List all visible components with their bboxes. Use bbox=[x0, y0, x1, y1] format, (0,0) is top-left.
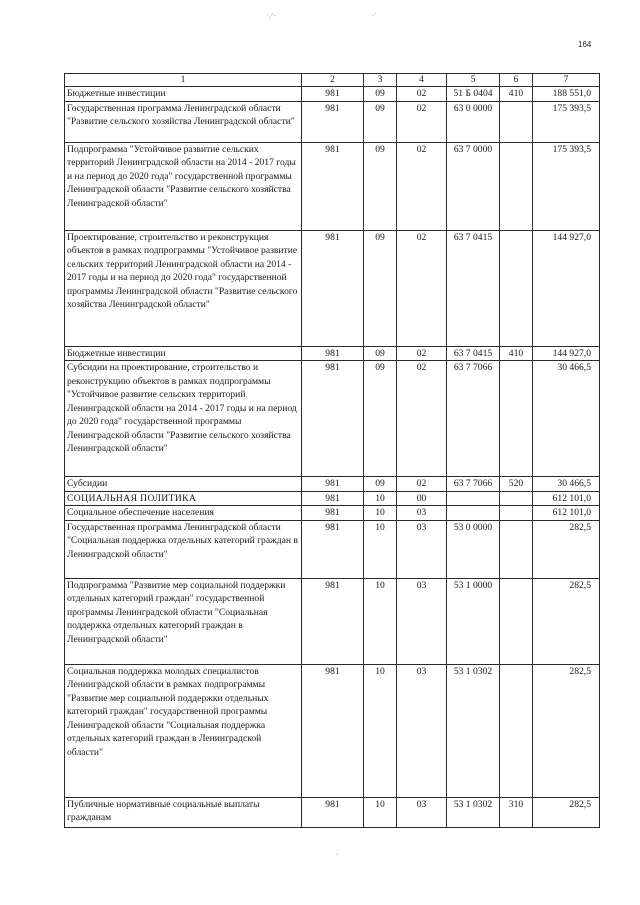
row-name: Публичные нормативные социальные выплаты гражданам bbox=[65, 797, 302, 827]
cell-expense-type: 310 bbox=[500, 797, 533, 827]
cell-amount: 30 466,5 bbox=[533, 477, 600, 492]
cell-section: 10 bbox=[364, 664, 397, 797]
cell-subsection: 02 bbox=[397, 361, 447, 477]
table-row bbox=[65, 87, 600, 102]
cell-subsection: 02 bbox=[397, 477, 447, 492]
row-name: Субсидии bbox=[65, 477, 302, 492]
scan-mark: ·' bbox=[372, 12, 376, 20]
budget-table bbox=[64, 73, 600, 828]
cell-section: 10 bbox=[364, 520, 397, 578]
table-row bbox=[65, 230, 600, 346]
cell-subsection: 03 bbox=[397, 578, 447, 664]
cell-expense-type bbox=[500, 491, 533, 506]
cell-code: 981 bbox=[302, 506, 364, 521]
cell-code: 981 bbox=[302, 87, 364, 102]
cell-target: 63 7 0415 bbox=[447, 346, 500, 361]
row-name: Государственная программа Ленинградской области "Развитие сельского хозяйства Ленинградской области" bbox=[65, 101, 302, 142]
cell-expense-type: 410 bbox=[500, 87, 533, 102]
table-header-row bbox=[65, 74, 600, 87]
cell-code: 981 bbox=[302, 346, 364, 361]
cell-amount: 144 927,0 bbox=[533, 230, 600, 346]
cell-expense-type bbox=[500, 361, 533, 477]
cell-target: 63 7 0000 bbox=[447, 142, 500, 230]
row-name: Государственная программа Ленинградской области "Социальная поддержка отдельных категорий граждан в Ленинградской области" bbox=[65, 520, 302, 578]
cell-target bbox=[447, 491, 500, 506]
table-row bbox=[65, 361, 600, 477]
cell-amount: 282,5 bbox=[533, 578, 600, 664]
cell-subsection: 03 bbox=[397, 797, 447, 827]
column-header: 3 bbox=[364, 74, 397, 87]
cell-code: 981 bbox=[302, 101, 364, 142]
cell-section: 09 bbox=[364, 142, 397, 230]
cell-section: 10 bbox=[364, 797, 397, 827]
cell-expense-type bbox=[500, 142, 533, 230]
cell-expense-type bbox=[500, 520, 533, 578]
row-name: Социальная поддержка молодых специалистов Ленинградской области в рамках подпрограммы "Развитие мер социальной поддержки отдельных категорий граждан" государственной программы Ленинградской области "Социальная поддержка отдельных категорий граждан в Ленинградской области" bbox=[65, 664, 302, 797]
column-header: 6 bbox=[500, 74, 533, 87]
row-name: Подпрограмма "Развитие мер социальной поддержки отдельных категорий граждан" государственной программы Ленинградской области "Социальная поддержка отдельных категорий граждан в Ленинградской области" bbox=[65, 578, 302, 664]
cell-code: 981 bbox=[302, 520, 364, 578]
cell-amount: 144 927,0 bbox=[533, 346, 600, 361]
cell-subsection: 00 bbox=[397, 491, 447, 506]
cell-amount: 188 551,0 bbox=[533, 87, 600, 102]
cell-amount: 612 101,0 bbox=[533, 491, 600, 506]
cell-expense-type: 410 bbox=[500, 346, 533, 361]
table-row bbox=[65, 142, 600, 230]
scan-mark: ·‚^· bbox=[266, 12, 277, 20]
cell-section: 09 bbox=[364, 346, 397, 361]
table-row bbox=[65, 578, 600, 664]
cell-target: 53 1 0000 bbox=[447, 578, 500, 664]
cell-expense-type bbox=[500, 230, 533, 346]
cell-expense-type bbox=[500, 101, 533, 142]
cell-amount: 612 101,0 bbox=[533, 506, 600, 521]
cell-subsection: 02 bbox=[397, 87, 447, 102]
cell-code: 981 bbox=[302, 664, 364, 797]
cell-section: 10 bbox=[364, 578, 397, 664]
row-name: Социальное обеспечение населения bbox=[65, 506, 302, 521]
cell-section: 09 bbox=[364, 477, 397, 492]
cell-subsection: 02 bbox=[397, 101, 447, 142]
cell-subsection: 02 bbox=[397, 230, 447, 346]
column-header: 7 bbox=[533, 74, 600, 87]
row-name: Подпрограмма "Устойчивое развитие сельских территорий Ленинградской области на 2014 - 2017 годы и на период до 2020 года" государственной программы Ленинградской области "Развитие сельского хозяйства Ленинградской области" bbox=[65, 142, 302, 230]
cell-subsection: 03 bbox=[397, 520, 447, 578]
cell-target: 63 7 7066 bbox=[447, 477, 500, 492]
cell-amount: 282,5 bbox=[533, 664, 600, 797]
row-name: Проектирование, строительство и реконструкция объектов в рамках подпрограммы "Устойчивое развитие сельских территорий Ленинградской области на 2014 - 2017 годы и на период до 2020 года" государственной программы Ленинградской области "Развитие сельского хозяйства Ленинградской области" bbox=[65, 230, 302, 346]
cell-target: 63 0 0000 bbox=[447, 101, 500, 142]
table-row bbox=[65, 506, 600, 521]
cell-expense-type bbox=[500, 664, 533, 797]
cell-code: 981 bbox=[302, 142, 364, 230]
table-row bbox=[65, 101, 600, 142]
cell-amount: 282,5 bbox=[533, 797, 600, 827]
cell-code: 981 bbox=[302, 797, 364, 827]
column-header: 2 bbox=[302, 74, 364, 87]
cell-code: 981 bbox=[302, 578, 364, 664]
cell-expense-type bbox=[500, 506, 533, 521]
cell-code: 981 bbox=[302, 361, 364, 477]
cell-subsection: 03 bbox=[397, 664, 447, 797]
cell-expense-type: 520 bbox=[500, 477, 533, 492]
cell-code: 981 bbox=[302, 477, 364, 492]
cell-code: 981 bbox=[302, 230, 364, 346]
cell-section: 10 bbox=[364, 506, 397, 521]
column-header: 5 bbox=[447, 74, 500, 87]
cell-amount: 30 466,5 bbox=[533, 361, 600, 477]
cell-target: 53 0 0000 bbox=[447, 520, 500, 578]
cell-subsection: 03 bbox=[397, 506, 447, 521]
table-row bbox=[65, 797, 600, 827]
column-header: 1 bbox=[65, 74, 302, 87]
page-number: 164 bbox=[578, 40, 592, 49]
cell-target: 63 7 0415 bbox=[447, 230, 500, 346]
cell-target: 63 7 7066 bbox=[447, 361, 500, 477]
column-header: 4 bbox=[397, 74, 447, 87]
cell-subsection: 02 bbox=[397, 346, 447, 361]
row-name: Бюджетные инвестиции bbox=[65, 87, 302, 102]
cell-amount: 175 393,5 bbox=[533, 101, 600, 142]
cell-section: 09 bbox=[364, 230, 397, 346]
row-name: СОЦИАЛЬНАЯ ПОЛИТИКА bbox=[65, 491, 302, 506]
cell-section: 09 bbox=[364, 361, 397, 477]
scan-mark: - bbox=[336, 850, 339, 858]
row-name: Бюджетные инвестиции bbox=[65, 346, 302, 361]
cell-target: 51 Б 0404 bbox=[447, 87, 500, 102]
cell-subsection: 02 bbox=[397, 142, 447, 230]
cell-expense-type bbox=[500, 578, 533, 664]
cell-target bbox=[447, 506, 500, 521]
cell-section: 09 bbox=[364, 87, 397, 102]
table-row bbox=[65, 520, 600, 578]
table-row bbox=[65, 477, 600, 492]
cell-section: 09 bbox=[364, 101, 397, 142]
cell-amount: 282,5 bbox=[533, 520, 600, 578]
cell-target: 53 1 0302 bbox=[447, 797, 500, 827]
table-row bbox=[65, 346, 600, 361]
cell-code: 981 bbox=[302, 491, 364, 506]
cell-amount: 175 393,5 bbox=[533, 142, 600, 230]
cell-section: 10 bbox=[364, 491, 397, 506]
cell-target: 53 1 0302 bbox=[447, 664, 500, 797]
table-row bbox=[65, 664, 600, 797]
row-name: Субсидии на проектирование, строительство и реконструкцию объектов в рамках подпрограммы "Устойчивое развитие сельских территорий Ленинградской области на 2014 - 2017 годы и на период до 2020 года" государственной программы Ленинградской области "Развитие сельского хозяйства Ленинградской области" bbox=[65, 361, 302, 477]
table-row bbox=[65, 491, 600, 506]
